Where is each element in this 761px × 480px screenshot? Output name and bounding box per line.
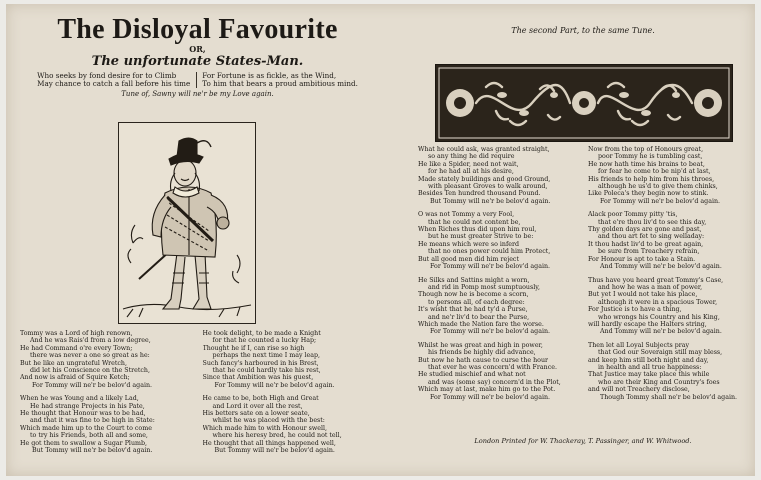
intro-line: May chance to catch a fall before his time — [37, 79, 191, 89]
printer-imprint: London Printed for W. Thackeray, T. Passinger, and W. Whitwood. — [474, 437, 692, 445]
verse-line: although it were in a spacious Tower, — [598, 298, 718, 306]
verse-column-left — [20, 330, 193, 461]
verse-line: who are their King and Country's foes — [598, 378, 720, 386]
stanza — [588, 211, 748, 270]
verse-line: who wrongs his Country and his King, — [598, 313, 720, 321]
intro-line: To him that bears a proud ambitious mind. — [202, 79, 358, 89]
verse-line: but he must greater Strive to be: — [428, 233, 534, 241]
verse-line: and will not Treachery disclose, — [588, 386, 690, 394]
verse-line: He like a Spider, need not wait, — [418, 160, 519, 168]
tune-line: Tune of, Sawny will ne'r be my Love again. — [121, 90, 274, 99]
verse-line: But he like an ungrateful Wretch, — [20, 359, 127, 367]
verse-line: Such fancy's harboured in his Brest, — [202, 359, 319, 367]
verse-line: that he could hardly take his rest, — [212, 367, 321, 375]
verse-line: O was not Tommy a very Fool, — [418, 211, 515, 219]
verse-line: For Honour is apt to take a Stain. — [588, 255, 696, 263]
verse-line: and how he was a man of power, — [598, 283, 703, 291]
verse-line: Since that Ambition was his guest, — [202, 374, 314, 382]
verse-line: although he us'd to give them chinks, — [598, 183, 718, 191]
verse-line: But yet I would not take his place, — [588, 291, 698, 299]
verse-line: When Riches thus did upon him roul, — [418, 226, 537, 234]
verse-line: for he had all at his desire, — [428, 168, 514, 176]
verse-line: that ever he was concern'd with France. — [428, 363, 557, 371]
verse-line: And he was Rais'd from a low degree, — [30, 337, 151, 345]
stanza — [588, 277, 748, 336]
verse-line: He studied mischief and what not — [418, 371, 526, 379]
verse-line: and Lord it over all the rest, — [212, 402, 303, 410]
floral-ornament-band — [435, 64, 733, 142]
verse-column-right — [588, 146, 748, 407]
intro-couplets — [20, 72, 375, 88]
verse-line: Thy golden days are gone and past, — [588, 226, 702, 234]
verse-line: to persons all, of each degree: — [428, 298, 525, 306]
stanza — [418, 146, 578, 205]
verse-line: there was never a one so great as he: — [30, 352, 150, 360]
second-part — [418, 12, 748, 472]
stanza — [418, 211, 578, 270]
verse-line: His betters sate on a lower seate, — [202, 410, 310, 418]
verse-line: for fear he come to be nip'd at last, — [598, 168, 711, 176]
verse-line: poor Tommy he is tumbling cast, — [598, 153, 703, 161]
verse-line: Then let all Loyal Subjects pray — [588, 341, 690, 349]
verse-line: Besides Ten hundred thousand Pound. — [418, 190, 541, 198]
verse-line: It's wisht that he had ty'd a Purse, — [418, 306, 528, 314]
verse-line: Like Poleca's they begin now to stink. — [588, 190, 709, 198]
verse-line: whilst he was placed with the best: — [212, 417, 325, 425]
verse-line: Whilst he was great and high in power, — [418, 341, 543, 349]
verse-line: that he could not content be, — [428, 218, 521, 226]
refrain-line: And Tommy will ne'r be belov'd again. — [600, 328, 722, 336]
refrain-line: But Tommy will ne'r be belov'd again. — [214, 447, 335, 455]
verse-line: to try his Friends, both all and some, — [30, 432, 148, 440]
stanza — [20, 330, 193, 389]
verse-line: But all good men did him reject — [418, 255, 519, 263]
title-or: OR, — [189, 44, 206, 54]
refrain-line: But Tommy will ne'r be belov'd again. — [32, 447, 153, 455]
verse-line: Which made him up to the Court to come — [20, 424, 152, 432]
verse-line: Tommy was a Lord of high renown, — [20, 330, 133, 337]
verse-line: and keep him still both night and day, — [588, 356, 709, 364]
refrain-line: For Tommy will ne'r be belov'd again. — [600, 197, 721, 205]
verse-line: with pleasant Groves to walk around, — [428, 183, 548, 191]
verse-line: He now hath time his brains to beat, — [588, 160, 705, 168]
verse-line: When he was Young and a likely Lad, — [20, 395, 139, 403]
verse-line: For Justice is to have a thing, — [588, 306, 682, 314]
verse-line: for that he counted a lucky Hap; — [212, 337, 317, 345]
refrain-line: But Tommy will ne'r be belov'd again. — [430, 197, 551, 205]
refrain-line: For Tommy will ne'r be belov'd again. — [32, 381, 153, 389]
verse-line: Alack poor Tommy pitty 'tis, — [588, 211, 678, 219]
first-part-verses — [20, 330, 375, 461]
verse-line: He got them to swallow a Sugar Plumb, — [20, 439, 147, 447]
second-part-verses — [418, 146, 748, 407]
verse-line: be sure from Treachery refrain, — [598, 248, 700, 256]
verse-line: He came to be, both High and Great — [202, 395, 319, 403]
refrain-line: For Tommy will ne'r be belov'd again. — [430, 328, 551, 336]
verse-line: Which made the Nation fare the worse. — [418, 320, 544, 328]
ballad-title: The Disloyal Favourite — [57, 14, 338, 45]
cavalier-figure-icon — [119, 123, 255, 323]
intro-right — [196, 72, 358, 88]
verse-line: and thou art fet to sing welladay: — [598, 233, 705, 241]
verse-line: He had strange Projects in his Pate, — [30, 402, 145, 410]
verse-line: His friends to help him from his throes, — [588, 175, 715, 183]
intro-line: For Fortune is as fickle, as the Wind, — [202, 71, 337, 80]
verse-line: did let his Conscience on the Stretch, — [30, 367, 150, 375]
refrain-line: For Tommy will ne'r be belov'd again. — [430, 263, 551, 271]
verse-line: perhaps the next time I may leap, — [212, 352, 321, 360]
verse-line: And now is afraid of Squire Ketch; — [20, 374, 130, 382]
verse-column-left — [418, 146, 578, 407]
refrain-line: Though Tommy shall ne'r be belov'd again. — [600, 393, 738, 401]
refrain-line: And Tommy will ne'r be belov'd again. — [600, 263, 722, 271]
verse-line: will hardly escape the Halters string, — [588, 320, 707, 328]
verse-line: and rid in Pomp most sumptuously, — [428, 283, 540, 291]
verse-line: Thus have you heard great Tommy's Case, — [588, 276, 724, 284]
verse-line: that no ones power could him Protect, — [428, 248, 551, 256]
verse-line: Thought he if I, can rise so high — [202, 344, 305, 352]
second-part-heading: The second Part, to the same Tune. — [511, 26, 655, 35]
verse-line: Though now he is become a scorn, — [418, 291, 529, 299]
refrain-line: For Tommy will ne'r be belov'd again. — [214, 381, 335, 389]
verse-line: Now from the top of Honours great, — [588, 146, 704, 153]
verse-line: He thought that Honour was to be had, — [20, 410, 146, 418]
verse-line: He took delight, to be made a Knight — [202, 330, 321, 337]
verse-line: that e're thou liv'd to see this day, — [598, 218, 707, 226]
verse-line: That Justice may take place this while — [588, 371, 710, 379]
refrain-line: For Tommy will ne'r be belov'd again. — [430, 393, 551, 401]
intro-line: Who seeks by fond desire for to Climb — [37, 71, 177, 80]
stanza — [203, 330, 376, 389]
stanza — [20, 395, 193, 454]
verse-line: He thought that all things happened well, — [202, 439, 336, 447]
stanza — [588, 342, 748, 401]
verse-line: What he could ask, was granted straight, — [418, 146, 550, 153]
verse-line: so any thing he did require — [428, 153, 515, 161]
stanza — [203, 395, 376, 454]
verse-line: that God our Soveraign still may bless, — [598, 349, 723, 357]
broadside-sheet — [6, 4, 755, 476]
verse-line: Which may at last, make him go to the Pot. — [418, 386, 556, 394]
verse-line: He Silks and Sattins might a worn, — [418, 276, 530, 284]
verse-line: and was (some say) concern'd in the Plot, — [428, 378, 561, 386]
stanza — [418, 342, 578, 401]
verse-line: He had Command o're every Town; — [20, 344, 133, 352]
ballad-subtitle: The unfortunate States-Man. — [91, 54, 304, 69]
verse-line: It thou hadst liv'd to be great again, — [588, 240, 704, 248]
verse-line: in health and all true happiness: — [598, 363, 702, 371]
verse-line: and that it was fine to be high in State: — [30, 417, 155, 425]
intro-left — [37, 72, 190, 88]
verse-line: Which made him to with Honour swell, — [202, 424, 328, 432]
first-part — [20, 12, 375, 472]
verse-line: his friends be highly did advance, — [428, 349, 536, 357]
stanza — [418, 277, 578, 336]
woodcut-illustration — [118, 122, 256, 324]
verse-line: and ne'r liv'd to bear the Purse, — [428, 313, 530, 321]
stanza — [588, 146, 748, 205]
verse-column-right — [203, 330, 376, 461]
verse-line: where his heresy bred, he could not tell, — [212, 432, 342, 440]
verse-line: But now he hath cause to curse the hour — [418, 356, 549, 364]
floral-ornament-icon — [436, 65, 732, 141]
verse-line: Made stately buildings and good Ground, — [418, 175, 551, 183]
verse-line: He means which were so inferd — [418, 240, 520, 248]
